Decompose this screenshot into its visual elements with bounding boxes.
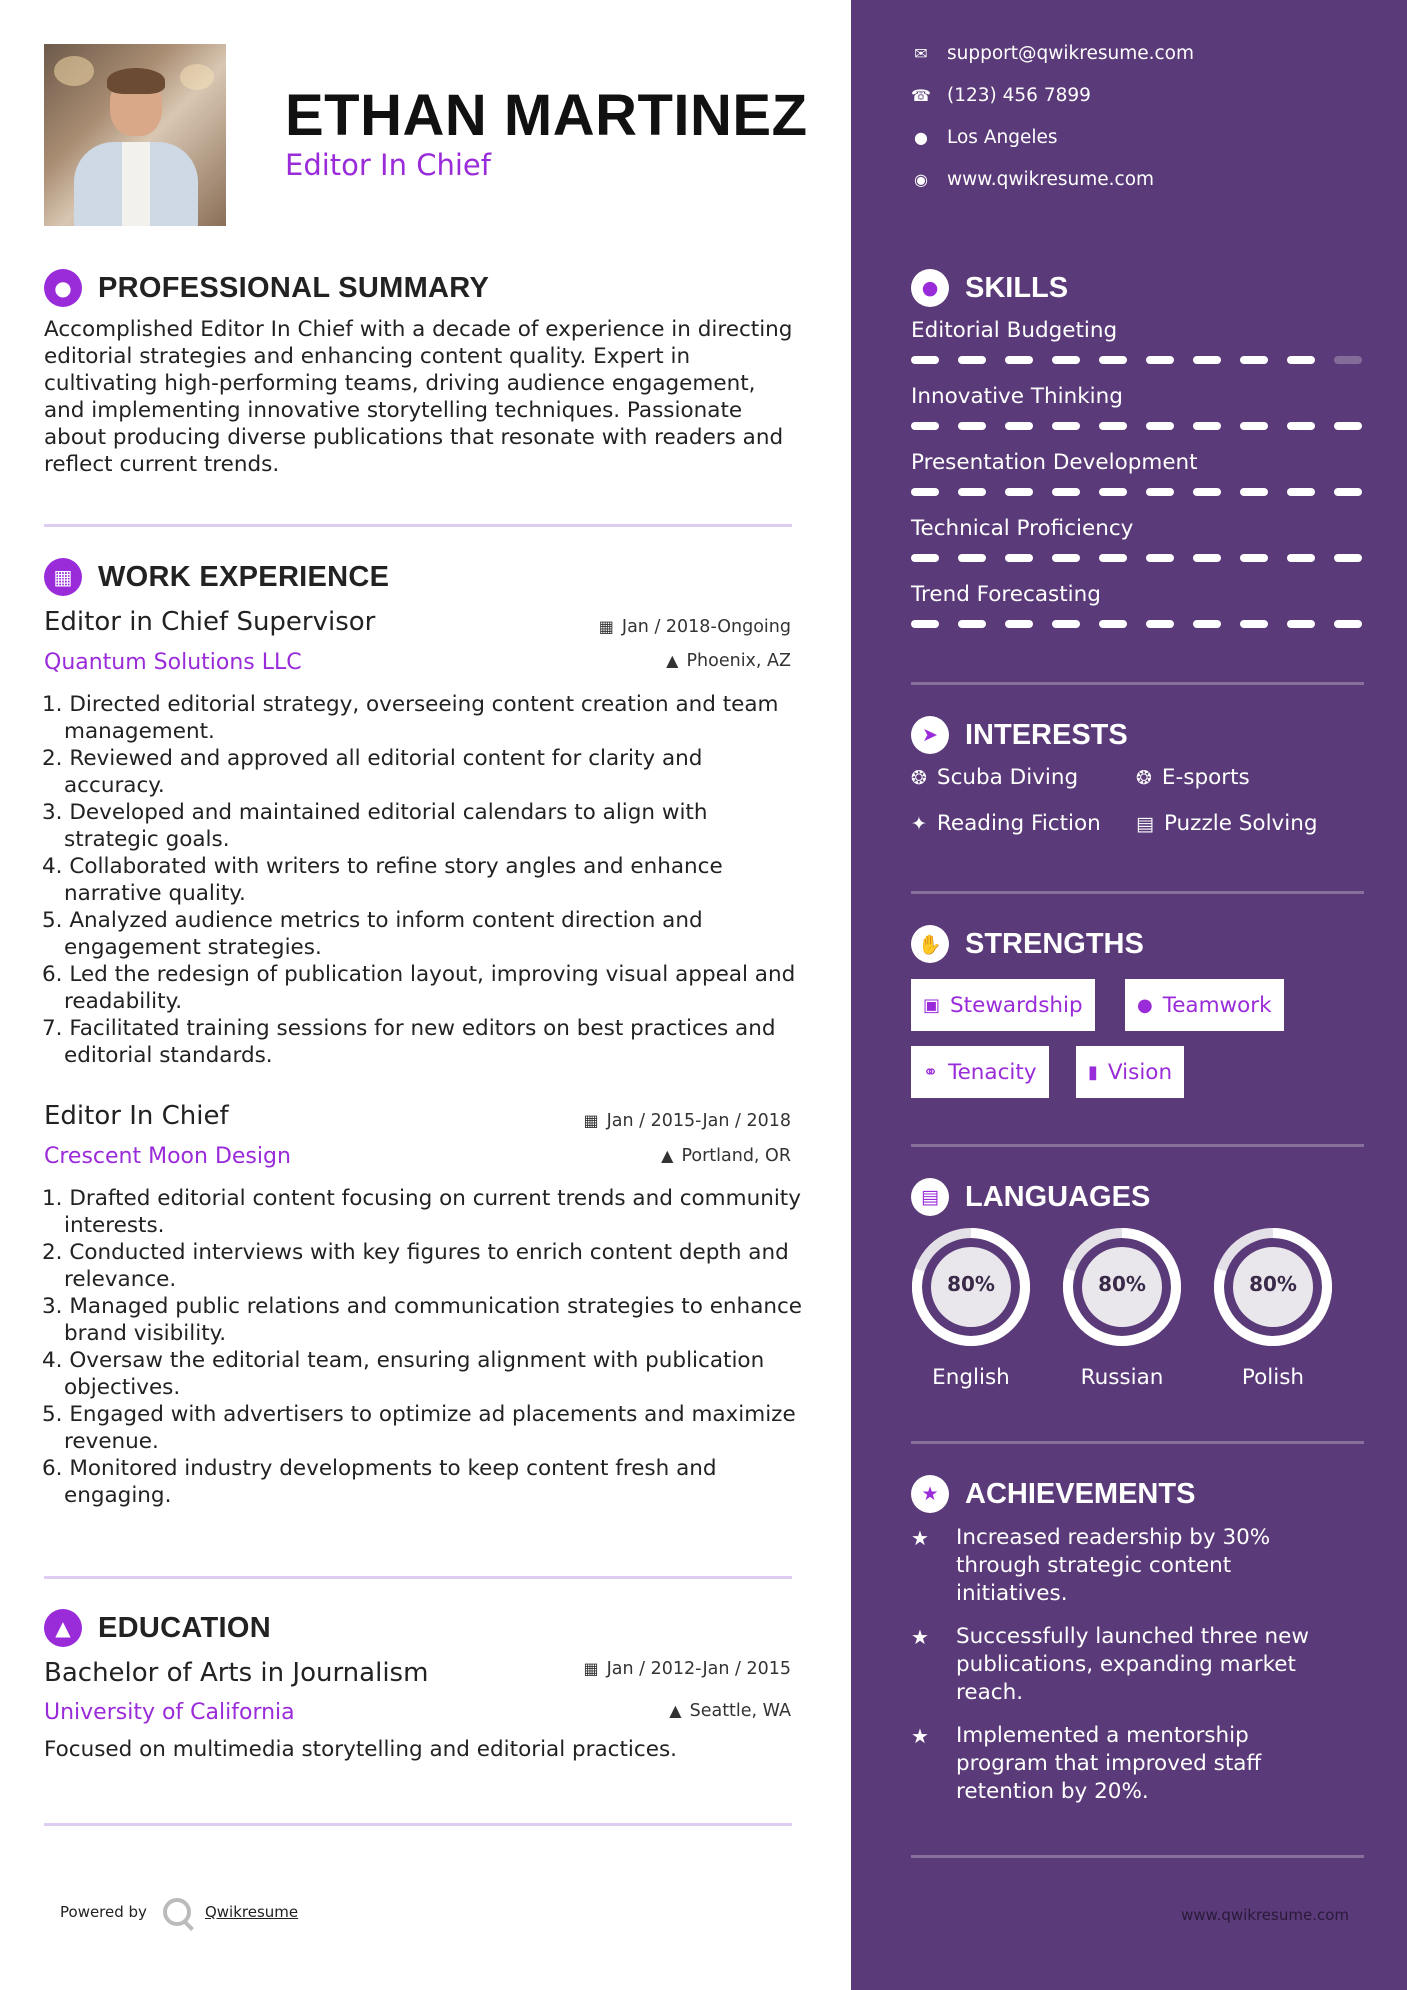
experience-heading (44, 558, 389, 596)
life-ring-icon: ❂ (911, 766, 927, 789)
gamepad-icon: ✦ (911, 812, 927, 835)
language-ring (910, 1226, 1032, 1348)
education-heading (44, 1609, 271, 1647)
skill-dash (1099, 554, 1127, 562)
skill-dash (1099, 356, 1127, 364)
achievement-item: ★ Implemented a mentorship program that improved staff retention by 20%. (911, 1723, 1262, 1804)
skill-dash (1287, 422, 1315, 430)
pin-icon: ▲ (669, 1701, 682, 1720)
job-duties (44, 1185, 804, 1509)
skill-dash (1193, 356, 1221, 364)
skill-dash (1146, 422, 1174, 430)
language-name: Russian (1080, 1365, 1164, 1390)
chair-icon: ▦ (44, 558, 82, 596)
contact-phone[interactable]: ☎ (123) 456 7899 (911, 85, 1091, 106)
powered-by (60, 1898, 298, 1926)
calendar-icon: ▦ (598, 617, 614, 636)
divider (911, 1144, 1364, 1147)
skill-dash (1099, 488, 1127, 496)
achievements-heading (911, 1475, 1195, 1513)
graduation-icon: ▲ (44, 1609, 82, 1647)
skill-name: Editorial Budgeting (911, 318, 1118, 343)
interest-item: ❂ E-sports (1136, 765, 1250, 790)
achievements-title: ACHIEVEMENTS (965, 1477, 1196, 1510)
skill-dash (958, 488, 986, 496)
list-item: 3. Developed and maintained editorial calendars to align with strategic goals. (42, 800, 708, 852)
skills-title: SKILLS (965, 271, 1069, 304)
pin-icon: ▲ (661, 1146, 674, 1165)
skill-dash (1146, 554, 1174, 562)
school-name: University of California (44, 1700, 295, 1725)
book-icon: ▤ (1136, 812, 1154, 835)
divider (911, 1855, 1364, 1858)
skill-dash (1005, 356, 1033, 364)
binoculars-icon: ▮ (1088, 1061, 1098, 1083)
language-percent: 80% (1249, 1272, 1297, 1296)
contact-website[interactable]: ◉ www.qwikresume.com (911, 169, 1154, 190)
skill-dash (1193, 422, 1221, 430)
achievement-item: ★ Successfully launched three new publications, expanding market reach. (911, 1624, 1309, 1705)
language-percent: 80% (947, 1272, 995, 1296)
skill-dash (1146, 488, 1174, 496)
job-dates: ▦ Jan / 2015-Jan / 2018 (583, 1111, 791, 1131)
skill-dash (911, 554, 939, 562)
skill-name: Innovative Thinking (911, 384, 1123, 409)
calendar-icon: ▦ (583, 1659, 599, 1678)
skill-dash (1287, 488, 1315, 496)
skill-dash (1005, 554, 1033, 562)
job-company: Crescent Moon Design (44, 1144, 291, 1169)
skill-dash (1193, 488, 1221, 496)
skill-dash (1052, 422, 1080, 430)
calendar-icon: ▦ (583, 1111, 599, 1130)
job-title: Editor in Chief Supervisor (44, 607, 376, 637)
job-duties (44, 691, 804, 1069)
interests-heading (911, 716, 1128, 754)
shooting-star-icon: ★ (911, 1526, 929, 1550)
skill-name: Trend Forecasting (911, 582, 1101, 607)
skill-dash (1005, 488, 1033, 496)
globe-icon: ◉ (914, 170, 928, 189)
strengths-title: STRENGTHS (965, 927, 1144, 960)
language-percent: 80% (1098, 1272, 1146, 1296)
experience-title: WORK EXPERIENCE (98, 560, 390, 593)
divider (911, 682, 1364, 685)
users-icon: ● (1137, 994, 1153, 1016)
job-location: ▲ Phoenix, AZ (666, 651, 791, 671)
skill-name: Technical Proficiency (911, 516, 1134, 541)
skill-level-bar (911, 422, 1381, 430)
skill-dash (1240, 620, 1268, 628)
skill-dash (958, 356, 986, 364)
qwikresume-logo-icon (163, 1898, 191, 1926)
education-title: EDUCATION (98, 1611, 271, 1644)
skill-dash (958, 620, 986, 628)
skill-level-bar (911, 620, 1381, 628)
brand-link[interactable]: Qwikresume (204, 1903, 299, 1921)
divider (911, 891, 1364, 894)
skill-level-bar (911, 488, 1381, 496)
list-item: 1. Directed editorial strategy, overseeing content creation and team management. (42, 692, 779, 744)
contact-email[interactable]: ✉ support@qwikresume.com (911, 43, 1194, 64)
skill-dash (1099, 422, 1127, 430)
skill-dash (1287, 356, 1315, 364)
skill-dash (1146, 620, 1174, 628)
skill-dash (1052, 554, 1080, 562)
strengths-heading (911, 925, 1144, 963)
skill-dash (958, 554, 986, 562)
phone-icon: ☎ (911, 86, 931, 105)
language-name: Polish (1241, 1365, 1305, 1390)
list-item: 7. Facilitated training sessions for new editors on best practices and editorial standards. (42, 1016, 776, 1068)
strength-chip: ▣ Stewardship (911, 979, 1095, 1031)
link-icon: ⚭ (923, 1061, 939, 1083)
education-dates: ▦ Jan / 2012-Jan / 2015 (583, 1659, 791, 1679)
user-icon: ● (44, 269, 82, 307)
list-item: 5. Analyzed audience metrics to inform content direction and engagement strategies. (42, 908, 703, 960)
skill-dash (1240, 554, 1268, 562)
list-item: 6. Led the redesign of publication layout, improving visual appeal and readability. (42, 962, 796, 1014)
language-ring (1061, 1226, 1183, 1348)
skill-dash (1334, 356, 1362, 364)
divider (44, 1823, 792, 1826)
job-location: ▲ Portland, OR (661, 1146, 791, 1166)
skill-dash (1193, 554, 1221, 562)
life-ring-icon: ❂ (1136, 766, 1152, 789)
list-item: 2. Reviewed and approved all editorial content for clarity and accuracy. (42, 746, 703, 798)
divider (911, 1441, 1364, 1444)
map-pin-icon: ● (914, 128, 928, 147)
skill-level-bar (911, 554, 1381, 562)
summary-heading (44, 269, 489, 307)
skill-dash (1005, 422, 1033, 430)
list-item: 6. Monitored industry developments to keep content fresh and engaging. (42, 1456, 717, 1508)
skill-dash (1287, 620, 1315, 628)
interest-item: ✦ Reading Fiction (911, 811, 1101, 836)
skill-dash (1146, 356, 1174, 364)
briefcase-icon: ▣ (923, 994, 941, 1016)
profile-photo (44, 44, 226, 226)
skill-dash (911, 620, 939, 628)
skill-dash (958, 422, 986, 430)
list-item: 4. Collaborated with writers to refine story angles and enhance narrative quality. (42, 854, 723, 906)
skill-dash (1052, 488, 1080, 496)
divider (44, 1576, 792, 1579)
job-dates: ▦ Jan / 2018-Ongoing (598, 617, 791, 637)
strength-chip: ● Teamwork (1125, 979, 1284, 1031)
skill-dash (911, 356, 939, 364)
job-title: Editor In Chief (44, 1101, 229, 1131)
candidate-role: Editor In Chief (285, 148, 491, 182)
languages-title: LANGUAGES (965, 1180, 1151, 1213)
skill-dash (1099, 620, 1127, 628)
pin-icon: ▲ (666, 651, 679, 670)
sidebar (851, 0, 1407, 1990)
languages-heading (911, 1178, 1150, 1216)
summary-title: PROFESSIONAL SUMMARY (98, 271, 490, 304)
paper-plane-icon: ➤ (911, 716, 949, 754)
list-item: 5. Engaged with advertisers to optimize ad placements and maximize revenue. (42, 1402, 796, 1454)
interest-item: ❂ Scuba Diving (911, 765, 1079, 790)
strength-chip: ▮ Vision (1076, 1046, 1184, 1098)
star-icon: ★ (911, 1475, 949, 1513)
skill-name: Presentation Development (911, 450, 1198, 475)
skill-dash (1334, 620, 1362, 628)
divider (44, 524, 792, 527)
skill-dash (1240, 356, 1268, 364)
language-name: English (932, 1365, 1010, 1390)
candidate-name: ETHAN MARTINEZ (285, 83, 808, 148)
strength-chip: ⚭ Tenacity (911, 1046, 1049, 1098)
achievement-item: ★ Increased readership by 30% through strategic content initiatives. (911, 1525, 1271, 1606)
skill-dash (911, 488, 939, 496)
skill-dash (1334, 422, 1362, 430)
skill-dash (1240, 422, 1268, 430)
skill-dash (911, 422, 939, 430)
skill-dash (1005, 620, 1033, 628)
shooting-star-icon: ★ (911, 1724, 929, 1748)
list-item: 1. Drafted editorial content focusing on current trends and community interests. (42, 1186, 801, 1238)
skill-dash (1052, 620, 1080, 628)
skill-dash (1240, 488, 1268, 496)
powered-label: Powered by (60, 1903, 147, 1921)
job-company: Quantum Solutions LLC (44, 650, 302, 675)
skill-dash (1334, 554, 1362, 562)
summary-text: Accomplished Editor In Chief with a decade of experience in directing editorial strategies and enhancing content quality. Expert in cultivating high-performing teams, driving audience engagement, and implementing innovative storytelling techniques. Passionate about producing diverse publications that resonate with readers and reflect current trends. (44, 317, 793, 477)
skill-dash (1193, 620, 1221, 628)
education-description: Focused on multimedia storytelling and editorial practices. (44, 1737, 677, 1762)
skill-level-bar (911, 356, 1381, 364)
interest-item: ▤ Puzzle Solving (1136, 811, 1318, 836)
footer-url[interactable]: www.qwikresume.com (1181, 1906, 1349, 1924)
skill-dash (1052, 356, 1080, 364)
skill-dash (1334, 488, 1362, 496)
language-ring (1212, 1226, 1334, 1348)
skill-dash (1287, 554, 1315, 562)
interests-title: INTERESTS (965, 718, 1128, 751)
envelope-icon: ✉ (914, 44, 928, 63)
list-item: 2. Conducted interviews with key figures to enrich content depth and relevance. (42, 1240, 789, 1292)
skills-heading (911, 269, 1068, 307)
education-location: ▲ Seattle, WA (669, 1701, 791, 1721)
fist-icon: ✋ (911, 925, 949, 963)
language-icon: ▤ (911, 1178, 949, 1216)
list-item: 4. Oversaw the editorial team, ensuring alignment with publication objectives. (42, 1348, 765, 1400)
contact-location: ● Los Angeles (911, 127, 1058, 148)
lightbulb-icon: ● (911, 269, 949, 307)
degree-title: Bachelor of Arts in Journalism (44, 1658, 429, 1688)
shooting-star-icon: ★ (911, 1625, 929, 1649)
list-item: 3. Managed public relations and communication strategies to enhance brand visibility. (42, 1294, 803, 1346)
